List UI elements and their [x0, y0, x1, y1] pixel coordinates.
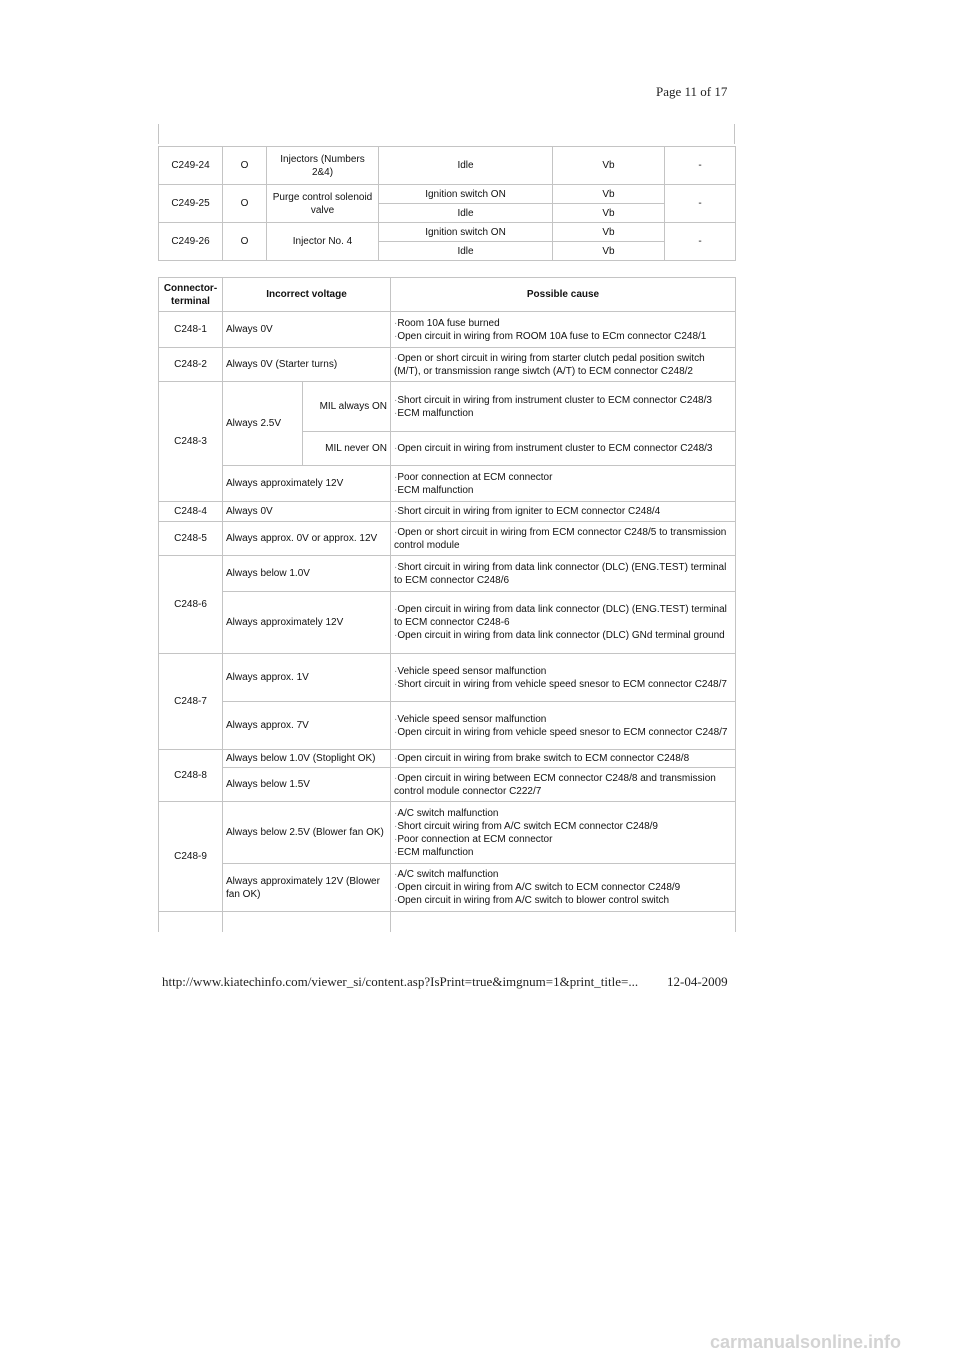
- name-cell: Injector No. 4: [267, 223, 379, 261]
- condition-cell: Idle: [379, 242, 553, 261]
- troubleshooting-table: [158, 277, 736, 932]
- terminal-cell: C248-1: [159, 312, 223, 348]
- cause-item: · Open circuit in wiring from data link connector (DLC) (ENG.TEST) terminal to ECM connector C248-6: [394, 603, 732, 629]
- cause-item: · A/C switch malfunction: [394, 868, 732, 881]
- terminal-cell: C249-25: [159, 185, 223, 223]
- table-row: [159, 185, 736, 204]
- cause-item: · Poor connection at ECM connector: [394, 833, 732, 846]
- table-row: [159, 147, 736, 185]
- name-cell: Purge control solenoid valve: [267, 185, 379, 223]
- table-row: [159, 750, 736, 768]
- voltage-cell: Always 2.5V: [223, 382, 303, 466]
- table-row: [159, 768, 736, 802]
- cause-cell: [391, 654, 736, 702]
- frame-line-left: [158, 124, 159, 144]
- value-cell: Vb: [553, 185, 665, 204]
- terminal-cell: C248-9: [159, 802, 223, 912]
- io-cell: O: [223, 147, 267, 185]
- cause-item: · Short circuit in wiring from data link connector (DLC) (ENG.TEST) terminal to ECM connector C248/6: [394, 561, 732, 587]
- table-row: [159, 312, 736, 348]
- footer-date: 12-04-2009: [667, 974, 728, 989]
- terminal-cell: C248-4: [159, 502, 223, 522]
- cause-item: · Short circuit in wiring from instrument cluster to ECM connector C248/3: [394, 394, 732, 407]
- terminal-cell: C248-5: [159, 522, 223, 556]
- table-row: [159, 223, 736, 242]
- cause-item: · Open circuit in wiring from brake switch to ECM connector C248/8: [394, 752, 732, 765]
- voltage-cell: Always below 1.5V: [223, 768, 391, 802]
- voltage-cell: Always approx. 7V: [223, 702, 391, 750]
- cause-item: · Open circuit in wiring between ECM connector C248/8 and transmission control module connector C222/7: [394, 772, 732, 798]
- condition-cell: Ignition switch ON: [379, 223, 553, 242]
- cause-item: · Open circuit in wiring from ROOM 10A fuse to ECm connector C248/1: [394, 330, 732, 343]
- condition-cell: Idle: [379, 147, 553, 185]
- cause-item: · ECM malfunction: [394, 407, 732, 420]
- value-cell: Vb: [553, 204, 665, 223]
- sub-condition-cell: MIL always ON: [303, 382, 391, 432]
- table-row: [159, 654, 736, 702]
- cause-item: · Short circuit wiring from A/C switch ECM connector C248/9: [394, 820, 732, 833]
- terminal-cell: C248-6: [159, 556, 223, 654]
- cause-item: · Open circuit in wiring from vehicle speed snesor to ECM connector C248/7: [394, 726, 732, 739]
- site-watermark: carmanualsonline.info: [710, 1332, 902, 1352]
- io-cell: O: [223, 185, 267, 223]
- cause-item: · ECM malfunction: [394, 846, 732, 859]
- table-row: [159, 382, 736, 432]
- terminal-cell: C248-7: [159, 654, 223, 750]
- sub-condition-cell: MIL never ON: [303, 432, 391, 466]
- terminal-cell: C249-26: [159, 223, 223, 261]
- frame-line-right: [734, 124, 735, 144]
- table-row: [159, 466, 736, 502]
- table-row: [159, 502, 736, 522]
- voltage-cell: Always approximately 12V: [223, 592, 391, 654]
- table-row: [159, 592, 736, 654]
- cause-cell: [391, 382, 736, 432]
- reference-cell: -: [665, 185, 736, 223]
- cause-cell: [391, 768, 736, 802]
- cause-cell: [391, 348, 736, 382]
- name-cell: Injectors (Numbers 2&4): [267, 147, 379, 185]
- value-cell: Vb: [553, 147, 665, 185]
- cause-item: · A/C switch malfunction: [394, 807, 732, 820]
- cause-item: · Open circuit in wiring from A/C switch to ECM connector C248/9: [394, 881, 732, 894]
- table-row: [159, 522, 736, 556]
- reference-cell: -: [665, 223, 736, 261]
- cause-cell: [391, 432, 736, 466]
- page-number: Page 11 of 17: [656, 84, 728, 99]
- voltage-cell: Always 0V: [223, 312, 391, 348]
- header-cause: Possible cause: [391, 278, 736, 312]
- empty-row: [159, 912, 736, 933]
- cause-item: · Vehicle speed sensor malfunction: [394, 665, 732, 678]
- header-row: [159, 278, 736, 312]
- cause-cell: [391, 312, 736, 348]
- table-row: [159, 864, 736, 912]
- voltage-cell: Always below 2.5V (Blower fan OK): [223, 802, 391, 864]
- voltage-cell: Always below 1.0V: [223, 556, 391, 592]
- cause-cell: [391, 702, 736, 750]
- voltage-cell: Always 0V (Starter turns): [223, 348, 391, 382]
- value-cell: Vb: [553, 223, 665, 242]
- value-cell: Vb: [553, 242, 665, 261]
- cause-item: · Open circuit in wiring from A/C switch to blower control switch: [394, 894, 732, 907]
- header-voltage: Incorrect voltage: [223, 278, 391, 312]
- cause-item: · Room 10A fuse burned: [394, 317, 732, 330]
- cause-item: · Open or short circuit in wiring from starter clutch pedal position switch (M/T), or transmission range siwtch (A/T) to ECM connector C248/2: [394, 352, 732, 378]
- empty-cell: [223, 912, 391, 933]
- terminal-cell: C248-8: [159, 750, 223, 802]
- footer-url: http://www.kiatechinfo.com/viewer_si/content.asp?IsPrint=true&imgnum=1&print_title=...: [162, 974, 639, 989]
- voltage-cell: Always below 1.0V (Stoplight OK): [223, 750, 391, 768]
- terminal-cell: C248-2: [159, 348, 223, 382]
- voltage-cell: Always 0V: [223, 502, 391, 522]
- voltage-cell: Always approx. 0V or approx. 12V: [223, 522, 391, 556]
- cause-item: · Vehicle speed sensor malfunction: [394, 713, 732, 726]
- terminal-voltage-table: [158, 146, 736, 261]
- voltage-cell: Always approximately 12V (Blower fan OK): [223, 864, 391, 912]
- table-row: [159, 348, 736, 382]
- cause-item: · Open circuit in wiring from instrument cluster to ECM connector C248/3: [394, 442, 732, 455]
- table-row: [159, 556, 736, 592]
- cause-item: · ECM malfunction: [394, 484, 732, 497]
- cause-cell: [391, 802, 736, 864]
- table-row: [159, 702, 736, 750]
- io-cell: O: [223, 223, 267, 261]
- cause-cell: [391, 502, 736, 522]
- cause-cell: [391, 592, 736, 654]
- header-terminal: Connector-terminal: [159, 278, 223, 312]
- terminal-cell: C249-24: [159, 147, 223, 185]
- condition-cell: Idle: [379, 204, 553, 223]
- cause-cell: [391, 556, 736, 592]
- empty-cell: [391, 912, 736, 933]
- cause-cell: [391, 522, 736, 556]
- table-row: [159, 802, 736, 864]
- condition-cell: Ignition switch ON: [379, 185, 553, 204]
- cause-item: · Short circuit in wiring from vehicle speed snesor to ECM connector C248/7: [394, 678, 732, 691]
- reference-cell: -: [665, 147, 736, 185]
- cause-item: · Poor connection at ECM connector: [394, 471, 732, 484]
- cause-cell: [391, 750, 736, 768]
- cause-cell: [391, 864, 736, 912]
- terminal-cell: C248-3: [159, 382, 223, 502]
- voltage-cell: Always approximately 12V: [223, 466, 391, 502]
- cause-item: · Open or short circuit in wiring from ECM connector C248/5 to transmission control module: [394, 526, 732, 552]
- cause-item: · Short circuit in wiring from igniter to ECM connector C248/4: [394, 505, 732, 518]
- empty-cell: [159, 912, 223, 933]
- cause-cell: [391, 466, 736, 502]
- cause-item: · Open circuit in wiring from data link connector (DLC) GNd terminal ground: [394, 629, 732, 642]
- voltage-cell: Always approx. 1V: [223, 654, 391, 702]
